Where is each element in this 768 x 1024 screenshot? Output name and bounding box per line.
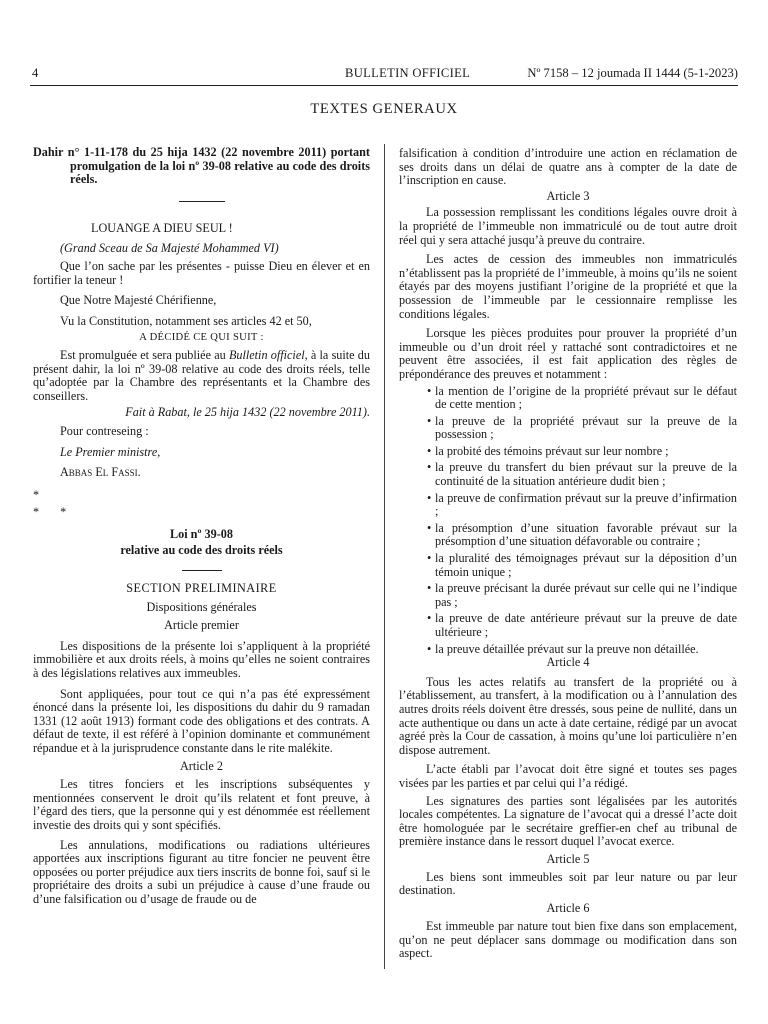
article-3-paragraph-3: Lorsque les pièces produites pour prouver la propriété d’un immeuble ou d’un droit réel y rattaché sont contradictoires et ne peuvent être associées, il est fait application des règles de prépondérance des preuves et notamment :: [399, 326, 737, 381]
majesty-line: Que Notre Majesté Chérifienne,: [60, 293, 217, 308]
asterism-bottom: * *: [33, 505, 67, 520]
list-item: • la mention de l’origine de la propriété prévaut sur le défaut de cette mention ;: [399, 385, 737, 412]
publication-name: BULLETIN OFFICIEL: [345, 66, 471, 80]
list-item: • la preuve de date antérieure prévaut sur la preuve de date ultérieure ;: [399, 612, 737, 639]
article-heading-5: Article 5: [546, 851, 590, 866]
evidence-rules-list: [399, 385, 737, 657]
dahir-title: Dahir n° 1-11-178 du 25 hija 1432 (22 novembre 2011) portant promulgation de la loi nº 39-08 relative au code des droits réels.: [33, 145, 370, 187]
right-column: [399, 147, 737, 961]
page-number: 4: [32, 66, 39, 80]
list-item: • la preuve de la propriété prévaut sur la preuve de la possession ;: [399, 415, 737, 442]
list-item: • la preuve détaillée prévaut sur la preuve non détaillée.: [399, 643, 737, 657]
article-5-paragraph-1: Les biens sont immeubles soit par leur nature ou par leur destination.: [399, 869, 737, 898]
header-rule: [30, 85, 738, 86]
article-3-paragraph-1: La possession remplissant les conditions légales ouvre droit à la propriété de l’immeuble non immatriculé ou de tout autre droit réel qui y sera attaché jusqu’à preuve du contraire.: [399, 205, 737, 247]
article-3-paragraph-2: Les actes de cession des immeubles non immatriculés n’établissent pas la propriété de l’immeuble, à moins qu’ils ne soient étayés par des moyens justifiant l’origine de la propriété et que la possession de l’immeuble par le cessionnaire remplisse les conditions légales.: [399, 252, 737, 321]
article-heading-6: Article 6: [546, 900, 590, 915]
article-4-paragraph-1: Tous les actes relatifs au transfert de la propriété ou à l’établissement, au transfert, à la modification ou à l’annulation des autres droits réels doivent être dressés, sous peine de nullité, dans un acte authentique ou dans un acte à date certaine, rédigé par un avocat agréé près la Cour de cassation, à moins qu’une loi particulière n’en dispose autrement.: [399, 674, 737, 757]
article-4-paragraph-3: Les signatures des parties sont légalisées par les autorités locales compétentes. La signature de l’avocat qui a dressé l’acte doit être homologuée par le secrétaire greffier-en chef au tribunal de première instance dans le ressort duquel l’avocat exerce.: [399, 793, 737, 849]
promulgation-text-end: , à la suite du présent dahir, la loi nº 39-08 relative au code des droits réels, telle qu’adoptée par la Chambre des représentants et la Chambre des conseillers.: [33, 347, 370, 403]
article-4-paragraph-2: L’acte établi par l’avocat doit être signé et toutes ses pages visées par les parties et par celui qui l’a rédigé.: [399, 762, 737, 790]
left-column: [33, 146, 370, 907]
law-subtitle: relative au code des droits réels: [120, 543, 283, 558]
decision-heading: A DÉCIDÉ CE QUI SUIT :: [139, 332, 264, 344]
article-heading-4: Article 4: [546, 655, 590, 670]
article-2-continuation: falsification à condition d’introduire une action en réclamation de ses droits dans un délai de quatre ans à compter de la date de l’inscription en cause.: [399, 146, 737, 188]
list-item: • la pluralité des témoignages prévaut sur la déposition d’un témoin unique ;: [399, 552, 737, 579]
article-1-paragraph-2: Sont appliquées, pour tout ce qui n’a pas été expressément énoncé dans la présente loi, les dispositions du dahir du 9 ramadan 1331 (12 août 1913) formant code des obligations et des contrats. A défaut de texte, il est référé à l’opinion dominante et communément répandue et à la jurisprudence constante dans le rite malékite.: [33, 686, 370, 755]
list-item: • la preuve du transfert du bien prévaut sur la preuve de la continuité de la situation antérieure dudit bien ;: [399, 461, 737, 488]
article-1-paragraph-1: Les dispositions de la présente loi s’appliquent à la propriété immobilière et aux droits réels, à moins qu’elles ne soient contraires à des législations relatives aux immeubles.: [33, 638, 370, 681]
list-item: • la preuve de confirmation prévaut sur la preuve d’infirmation ;: [399, 492, 737, 519]
article-heading-premier: Article premier: [164, 618, 239, 633]
asterism-top: *: [33, 487, 40, 502]
article-heading-2: Article 2: [180, 758, 223, 773]
page-header: [30, 66, 738, 84]
article-6-paragraph-1: Est immeuble par nature tout bien fixe dans son emplacement, qu’on ne peut déplacer sans dommage ou modification dans son aspect.: [399, 919, 737, 961]
preamble-paragraph: Que l’on sache par les présentes - puisse Dieu en élever et en fortifier la teneur !: [33, 258, 370, 287]
issue-info: Nº 7158 – 12 joumada II 1444 (5-1-2023): [527, 66, 738, 80]
list-item: • la probité des témoins prévaut sur leur nombre ;: [399, 445, 737, 459]
section-heading: SECTION PRELIMINAIRE: [126, 581, 277, 596]
law-title: Loi nº 39-08: [170, 526, 233, 541]
promulgation-text-start: Est promulguée et sera publiée au: [60, 347, 229, 362]
prime-minister-title: Le Premier ministre,: [60, 444, 161, 459]
signatory-name: Abbas El Fassi.: [60, 465, 141, 480]
praise-line: LOUANGE A DIEU SEUL !: [91, 220, 233, 235]
article-2-paragraph-1: Les titres fonciers et les inscriptions subséquentes y mentionnées conservent le droit qu’ils relatent et font preuve, à l’égard des tiers, que la personne qui y est dénommée est réellement investie des droits qui y sont spécifiés.: [33, 777, 370, 832]
list-item: • la preuve précisant la durée prévaut sur celle qui ne l’indique pas ;: [399, 582, 737, 609]
article-heading-3: Article 3: [546, 188, 590, 203]
countersign-line: Pour contreseing :: [60, 423, 149, 438]
column-divider: [384, 144, 385, 969]
article-2-paragraph-2: Les annulations, modifications ou radiations ultérieures apportées aux inscriptions figurant au titre foncier ne peuvent être opposées ou porter préjudice aux tiers inscrits de bonne foi, sauf si le propriétaire des droits a subi un préjudice à cause d’une fraude ou d’une falsification ou d’usage de fraude ou de: [33, 837, 370, 906]
list-item: • la présomption d’une situation favorable prévaut sur la présomption d’une situation défavorable ou contraire ;: [399, 522, 737, 549]
constitution-line: Vu la Constitution, notamment ses articles 42 et 50,: [60, 313, 312, 328]
section-title: TEXTES GENERAUX: [310, 101, 458, 117]
promulgation-paragraph: [33, 349, 370, 403]
seal-line: (Grand Sceau de Sa Majesté Mohammed VI): [60, 241, 279, 256]
bulletin-reference: Bulletin officiel: [228, 347, 305, 362]
section-subheading: Dispositions générales: [146, 599, 257, 614]
signature-place-date: Fait à Rabat, le 25 hija 1432 (22 novembre 2011).: [125, 405, 370, 420]
